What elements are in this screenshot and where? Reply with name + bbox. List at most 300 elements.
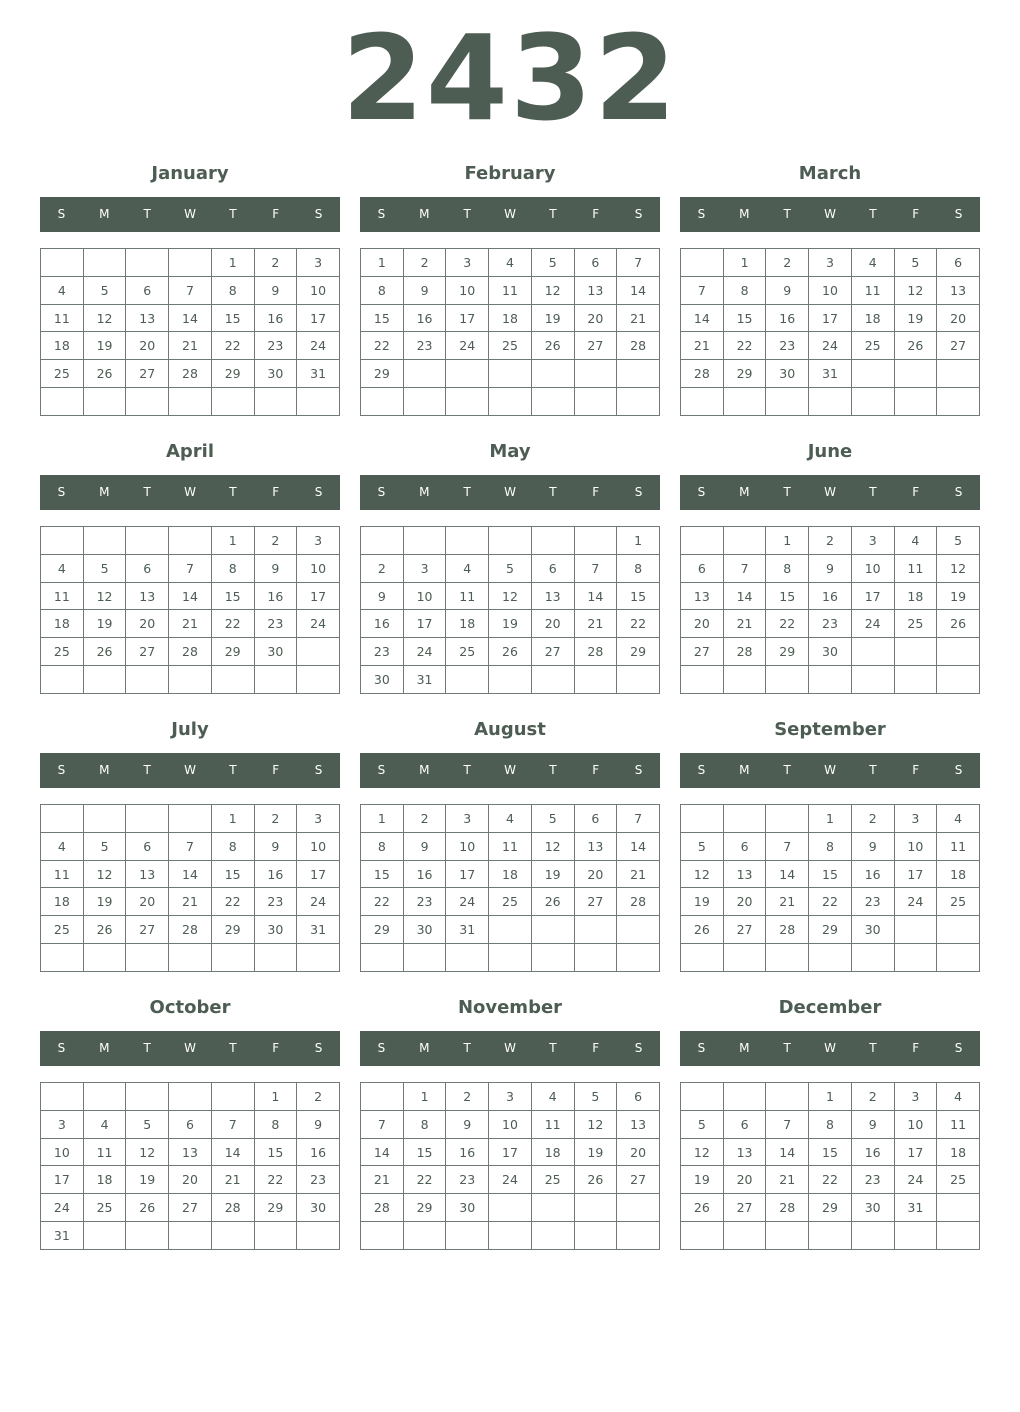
day-cell xyxy=(297,1222,340,1250)
day-cell xyxy=(766,666,809,694)
day-cell xyxy=(446,388,489,416)
day-cell: 28 xyxy=(169,638,212,666)
day-cell: 16 xyxy=(851,1138,894,1166)
day-cell: 4 xyxy=(489,249,532,277)
day-cell: 30 xyxy=(297,1194,340,1222)
day-cell xyxy=(403,944,446,972)
day-cell: 5 xyxy=(894,249,937,277)
day-cell: 3 xyxy=(894,805,937,833)
day-cell: 23 xyxy=(446,1166,489,1194)
weekday-label: S xyxy=(954,763,963,777)
day-cell xyxy=(851,360,894,388)
weekday-label: T xyxy=(463,207,471,221)
day-cell: 25 xyxy=(531,1166,574,1194)
day-cell xyxy=(361,388,404,416)
day-cell: 11 xyxy=(489,276,532,304)
day-cell: 13 xyxy=(937,276,980,304)
month-title: January xyxy=(151,163,229,184)
day-cell: 7 xyxy=(169,276,212,304)
day-cell: 11 xyxy=(937,832,980,860)
day-cell: 4 xyxy=(851,249,894,277)
day-cell xyxy=(126,1083,169,1111)
day-cell: 29 xyxy=(723,360,766,388)
weekday-header xyxy=(680,197,980,232)
day-cell: 5 xyxy=(83,554,126,582)
day-cell: 12 xyxy=(83,582,126,610)
weekday-header xyxy=(40,197,340,232)
day-cell: 10 xyxy=(894,832,937,860)
day-cell: 17 xyxy=(809,304,852,332)
day-cell: 22 xyxy=(617,610,660,638)
day-cell: 21 xyxy=(169,888,212,916)
day-cell: 9 xyxy=(403,276,446,304)
week-row xyxy=(361,1194,660,1222)
day-cell xyxy=(297,388,340,416)
day-cell: 20 xyxy=(723,888,766,916)
day-cell: 27 xyxy=(574,888,617,916)
day-cell: 16 xyxy=(254,304,297,332)
weekday-label: S xyxy=(697,207,706,221)
week-row xyxy=(41,916,340,944)
day-cell: 29 xyxy=(361,916,404,944)
day-cell: 12 xyxy=(681,860,724,888)
day-cell: 2 xyxy=(254,249,297,277)
week-row xyxy=(41,332,340,360)
day-cell: 1 xyxy=(211,249,254,277)
day-cell: 25 xyxy=(489,332,532,360)
weekday-label: M xyxy=(99,763,110,777)
weekday-label: M xyxy=(739,207,750,221)
day-cell: 4 xyxy=(83,1110,126,1138)
day-cell: 7 xyxy=(681,276,724,304)
day-cell: 24 xyxy=(489,1166,532,1194)
week-row xyxy=(681,860,980,888)
day-cell xyxy=(531,1222,574,1250)
day-cell: 23 xyxy=(254,610,297,638)
day-cell: 26 xyxy=(531,332,574,360)
week-row xyxy=(361,1138,660,1166)
weekday-label: W xyxy=(184,763,196,777)
weekday-label: T xyxy=(783,485,791,499)
weekday-label: T xyxy=(783,763,791,777)
week-row xyxy=(361,332,660,360)
day-cell: 29 xyxy=(254,1194,297,1222)
week-row xyxy=(681,805,980,833)
day-cell xyxy=(851,944,894,972)
weekday-label: T xyxy=(143,207,151,221)
day-cell xyxy=(169,666,212,694)
weekday-label: M xyxy=(419,485,430,499)
weekday-label: T xyxy=(783,207,791,221)
weekday-label: M xyxy=(419,763,430,777)
day-cell xyxy=(254,388,297,416)
day-cell: 12 xyxy=(83,304,126,332)
week-row xyxy=(681,332,980,360)
weekday-label: F xyxy=(912,1041,920,1055)
day-cell: 8 xyxy=(211,554,254,582)
day-cell: 9 xyxy=(254,832,297,860)
day-cell: 1 xyxy=(809,805,852,833)
weekday-header xyxy=(360,1031,660,1066)
day-cell: 25 xyxy=(446,638,489,666)
week-row xyxy=(681,276,980,304)
day-cell: 12 xyxy=(681,1138,724,1166)
day-cell: 7 xyxy=(766,1110,809,1138)
day-cell: 7 xyxy=(617,249,660,277)
week-row xyxy=(361,388,660,416)
day-cell: 24 xyxy=(297,332,340,360)
day-cell: 5 xyxy=(83,832,126,860)
day-cell: 21 xyxy=(169,332,212,360)
day-cell: 7 xyxy=(574,554,617,582)
month-title: March xyxy=(798,163,862,184)
day-cell xyxy=(723,388,766,416)
week-row xyxy=(361,304,660,332)
day-cell: 17 xyxy=(297,582,340,610)
day-cell: 18 xyxy=(41,332,84,360)
weekday-label: T xyxy=(229,207,237,221)
day-cell: 29 xyxy=(211,638,254,666)
day-cell: 3 xyxy=(403,554,446,582)
day-cell xyxy=(531,944,574,972)
weekday-label: T xyxy=(869,485,877,499)
day-cell xyxy=(574,944,617,972)
day-cell xyxy=(211,944,254,972)
day-cell: 6 xyxy=(617,1083,660,1111)
weekday-label: S xyxy=(57,763,66,777)
day-cell: 15 xyxy=(211,304,254,332)
weekday-label: M xyxy=(739,763,750,777)
day-cell: 19 xyxy=(83,610,126,638)
day-cell: 28 xyxy=(617,888,660,916)
day-cell xyxy=(574,1194,617,1222)
weekday-header xyxy=(680,1031,980,1066)
day-cell: 11 xyxy=(531,1110,574,1138)
day-grid xyxy=(360,1082,660,1250)
day-cell: 21 xyxy=(766,1166,809,1194)
day-cell: 18 xyxy=(894,582,937,610)
day-cell xyxy=(254,944,297,972)
day-cell: 10 xyxy=(297,832,340,860)
day-cell: 19 xyxy=(489,610,532,638)
day-cell: 1 xyxy=(403,1083,446,1111)
day-cell xyxy=(723,1083,766,1111)
day-cell xyxy=(126,805,169,833)
day-cell xyxy=(937,638,980,666)
day-cell: 26 xyxy=(83,916,126,944)
week-row xyxy=(361,916,660,944)
day-cell: 20 xyxy=(126,610,169,638)
day-cell: 22 xyxy=(766,610,809,638)
day-cell: 15 xyxy=(211,582,254,610)
weekday-label: S xyxy=(634,763,643,777)
day-cell: 31 xyxy=(809,360,852,388)
weekday-label: S xyxy=(377,1041,386,1055)
week-row xyxy=(41,1110,340,1138)
weekday-label: W xyxy=(824,207,836,221)
week-row xyxy=(361,249,660,277)
weekday-label: S xyxy=(57,485,66,499)
day-cell: 15 xyxy=(254,1138,297,1166)
week-row xyxy=(681,360,980,388)
day-cell: 3 xyxy=(297,805,340,833)
day-cell xyxy=(531,666,574,694)
day-cell xyxy=(489,1194,532,1222)
week-row xyxy=(41,388,340,416)
week-row xyxy=(41,1222,340,1250)
day-cell xyxy=(126,249,169,277)
day-cell: 1 xyxy=(617,527,660,555)
day-cell: 7 xyxy=(766,832,809,860)
weekday-label: F xyxy=(592,485,600,499)
weekday-label: W xyxy=(504,1041,516,1055)
day-cell: 27 xyxy=(169,1194,212,1222)
week-row xyxy=(41,610,340,638)
day-cell xyxy=(446,360,489,388)
day-cell xyxy=(681,1083,724,1111)
day-cell: 7 xyxy=(617,805,660,833)
day-cell: 23 xyxy=(766,332,809,360)
day-cell: 7 xyxy=(211,1110,254,1138)
weekday-label: T xyxy=(549,763,557,777)
day-cell: 9 xyxy=(851,1110,894,1138)
day-cell: 13 xyxy=(574,832,617,860)
weekday-label: M xyxy=(99,207,110,221)
day-cell xyxy=(41,805,84,833)
day-cell: 26 xyxy=(681,1194,724,1222)
day-cell: 6 xyxy=(126,832,169,860)
day-cell xyxy=(361,1222,404,1250)
week-row xyxy=(41,527,340,555)
month-title: April xyxy=(165,441,215,462)
weekday-label: S xyxy=(697,1041,706,1055)
day-cell: 19 xyxy=(83,332,126,360)
weekday-label: W xyxy=(184,1041,196,1055)
month-title: July xyxy=(171,719,209,740)
day-cell xyxy=(41,944,84,972)
day-cell: 21 xyxy=(361,1166,404,1194)
weekday-label: F xyxy=(592,1041,600,1055)
weekday-header xyxy=(40,1031,340,1066)
weekday-label: M xyxy=(739,485,750,499)
day-cell xyxy=(169,805,212,833)
day-cell: 31 xyxy=(403,666,446,694)
weekday-label: S xyxy=(377,207,386,221)
week-row xyxy=(681,1166,980,1194)
day-cell: 19 xyxy=(937,582,980,610)
day-cell: 4 xyxy=(489,805,532,833)
weekday-label: S xyxy=(697,763,706,777)
day-cell: 16 xyxy=(403,304,446,332)
day-cell xyxy=(937,1194,980,1222)
day-cell: 1 xyxy=(254,1083,297,1111)
day-cell: 5 xyxy=(531,805,574,833)
day-cell: 25 xyxy=(851,332,894,360)
day-grid xyxy=(40,526,340,694)
day-cell: 3 xyxy=(41,1110,84,1138)
day-cell: 30 xyxy=(446,1194,489,1222)
day-cell: 28 xyxy=(681,360,724,388)
day-cell: 14 xyxy=(169,860,212,888)
day-cell: 28 xyxy=(574,638,617,666)
day-cell xyxy=(489,360,532,388)
day-cell: 14 xyxy=(766,860,809,888)
day-cell xyxy=(446,1222,489,1250)
day-cell: 14 xyxy=(169,304,212,332)
day-cell: 6 xyxy=(531,554,574,582)
day-cell: 21 xyxy=(169,610,212,638)
week-row xyxy=(41,1083,340,1111)
weekday-label: T xyxy=(143,763,151,777)
day-cell: 29 xyxy=(361,360,404,388)
day-cell: 15 xyxy=(809,860,852,888)
day-cell: 16 xyxy=(361,610,404,638)
week-row xyxy=(41,638,340,666)
day-cell: 23 xyxy=(297,1166,340,1194)
day-cell xyxy=(894,916,937,944)
day-cell: 14 xyxy=(766,1138,809,1166)
day-cell: 3 xyxy=(894,1083,937,1111)
day-cell: 13 xyxy=(126,582,169,610)
weekday-label: T xyxy=(869,207,877,221)
day-cell: 8 xyxy=(361,832,404,860)
week-row xyxy=(41,1166,340,1194)
day-cell: 23 xyxy=(851,888,894,916)
day-cell: 28 xyxy=(723,638,766,666)
day-cell: 14 xyxy=(211,1138,254,1166)
day-cell: 7 xyxy=(169,832,212,860)
day-cell xyxy=(126,1222,169,1250)
day-cell xyxy=(83,527,126,555)
day-cell: 6 xyxy=(126,554,169,582)
day-cell xyxy=(297,944,340,972)
weekday-label: W xyxy=(824,1041,836,1055)
weekday-label: F xyxy=(272,763,280,777)
week-row xyxy=(361,944,660,972)
weekday-label: S xyxy=(314,1041,323,1055)
weekday-label: T xyxy=(869,763,877,777)
weekday-label: W xyxy=(504,485,516,499)
day-cell xyxy=(489,1222,532,1250)
weekday-label: S xyxy=(57,1041,66,1055)
day-cell: 2 xyxy=(403,249,446,277)
day-cell: 14 xyxy=(723,582,766,610)
week-row xyxy=(361,360,660,388)
week-row xyxy=(681,304,980,332)
weekday-label: S xyxy=(954,485,963,499)
day-cell xyxy=(169,249,212,277)
day-cell: 9 xyxy=(254,554,297,582)
day-cell xyxy=(403,1222,446,1250)
day-cell: 27 xyxy=(681,638,724,666)
day-cell: 6 xyxy=(126,276,169,304)
day-cell: 15 xyxy=(617,582,660,610)
day-cell: 30 xyxy=(766,360,809,388)
day-cell: 12 xyxy=(937,554,980,582)
day-cell: 25 xyxy=(41,916,84,944)
month-title: September xyxy=(774,719,886,740)
week-row xyxy=(681,638,980,666)
weekday-label: S xyxy=(314,763,323,777)
day-cell: 3 xyxy=(446,805,489,833)
day-grid xyxy=(680,248,980,416)
day-cell: 16 xyxy=(297,1138,340,1166)
day-cell: 24 xyxy=(297,888,340,916)
week-row xyxy=(681,832,980,860)
day-cell: 5 xyxy=(489,554,532,582)
day-cell: 23 xyxy=(254,888,297,916)
weekday-label: T xyxy=(549,1041,557,1055)
day-cell: 11 xyxy=(446,582,489,610)
week-row xyxy=(41,832,340,860)
day-cell: 9 xyxy=(403,832,446,860)
weekday-label: T xyxy=(229,485,237,499)
day-cell: 18 xyxy=(489,860,532,888)
day-cell xyxy=(531,1194,574,1222)
day-cell xyxy=(723,805,766,833)
day-cell: 21 xyxy=(211,1166,254,1194)
day-cell: 3 xyxy=(297,527,340,555)
day-cell xyxy=(937,1222,980,1250)
day-cell xyxy=(126,944,169,972)
day-cell xyxy=(937,666,980,694)
week-row xyxy=(361,666,660,694)
day-cell: 19 xyxy=(126,1166,169,1194)
weekday-label: T xyxy=(549,207,557,221)
week-row xyxy=(41,582,340,610)
day-cell: 5 xyxy=(126,1110,169,1138)
day-cell xyxy=(681,1222,724,1250)
day-cell xyxy=(489,388,532,416)
day-cell: 8 xyxy=(809,832,852,860)
day-cell: 27 xyxy=(574,332,617,360)
day-cell: 22 xyxy=(361,888,404,916)
day-cell xyxy=(723,944,766,972)
day-cell: 31 xyxy=(297,916,340,944)
weekday-label: F xyxy=(912,485,920,499)
day-cell: 15 xyxy=(723,304,766,332)
day-cell: 10 xyxy=(489,1110,532,1138)
day-cell: 1 xyxy=(766,527,809,555)
weekday-label: W xyxy=(824,485,836,499)
day-cell: 25 xyxy=(41,360,84,388)
day-cell: 21 xyxy=(617,304,660,332)
day-cell: 18 xyxy=(937,860,980,888)
day-cell: 17 xyxy=(403,610,446,638)
day-cell: 13 xyxy=(531,582,574,610)
day-cell xyxy=(851,666,894,694)
day-cell xyxy=(681,944,724,972)
day-cell xyxy=(83,249,126,277)
day-cell: 1 xyxy=(361,249,404,277)
week-row xyxy=(41,304,340,332)
day-cell xyxy=(446,944,489,972)
weekday-label: M xyxy=(419,1041,430,1055)
week-row xyxy=(361,610,660,638)
day-cell: 23 xyxy=(851,1166,894,1194)
day-cell xyxy=(531,360,574,388)
day-cell: 29 xyxy=(403,1194,446,1222)
day-cell xyxy=(723,666,766,694)
day-cell xyxy=(361,527,404,555)
week-row xyxy=(41,249,340,277)
day-cell: 16 xyxy=(766,304,809,332)
day-cell: 9 xyxy=(254,276,297,304)
day-cell: 10 xyxy=(41,1138,84,1166)
day-cell: 17 xyxy=(894,860,937,888)
day-cell: 23 xyxy=(361,638,404,666)
weekday-label: F xyxy=(912,763,920,777)
